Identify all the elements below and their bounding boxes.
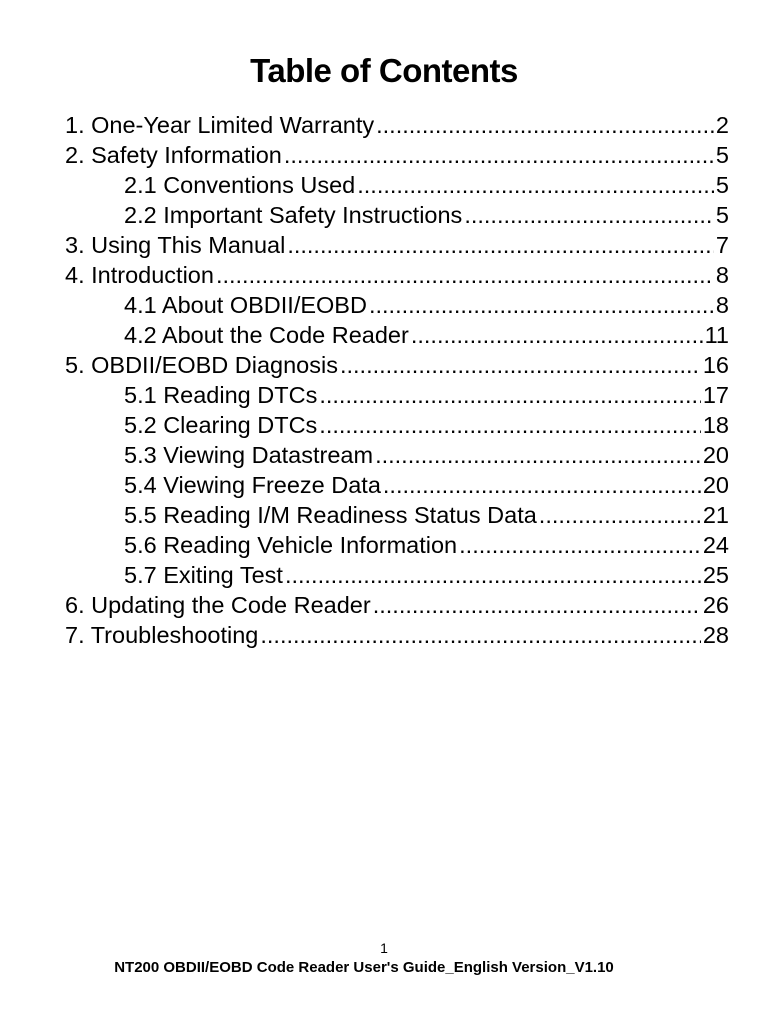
toc-dot-leader: [411, 320, 703, 350]
toc-dot-leader: [357, 170, 714, 200]
toc-dot-leader: [340, 350, 701, 380]
toc-entry-label: 1. One-Year Limited Warranty: [65, 112, 375, 138]
toc-entry[interactable]: [65, 470, 729, 500]
toc-dot-leader: [260, 620, 701, 650]
toc-dot-leader: [369, 290, 714, 320]
toc-entry-page-number: 16: [702, 352, 729, 378]
toc-dot-leader: [319, 410, 701, 440]
toc-dot-leader: [459, 530, 701, 560]
toc-entry-page-number: 5: [715, 172, 729, 198]
toc-entry[interactable]: [65, 110, 729, 140]
toc-dot-leader: [285, 560, 701, 590]
toc-entry-label: 5.6 Reading Vehicle Information: [124, 532, 458, 558]
toc-entry[interactable]: [65, 230, 729, 260]
toc-entry-label: 5.3 Viewing Datastream: [124, 442, 374, 468]
toc-entry-label: 5.1 Reading DTCs: [124, 382, 318, 408]
toc-entry-page-number: 8: [715, 262, 729, 288]
toc-entry-label: 2.2 Important Safety Instructions: [124, 202, 463, 228]
toc-entry-label: 2. Safety Information: [65, 142, 282, 168]
toc-dot-leader: [464, 200, 714, 230]
toc-entry-page-number: 2: [715, 112, 729, 138]
toc-entry-page-number: 20: [702, 472, 729, 498]
toc-entry-page-number: 20: [702, 442, 729, 468]
toc-entry[interactable]: [65, 530, 729, 560]
toc-entry[interactable]: [65, 140, 729, 170]
toc-dot-leader: [375, 440, 701, 470]
toc-entry[interactable]: [65, 560, 729, 590]
toc-entry-page-number: 8: [715, 292, 729, 318]
toc-dot-leader: [539, 500, 701, 530]
toc-entry-page-number: 28: [702, 622, 729, 648]
toc-dot-leader: [376, 110, 714, 140]
toc-dot-leader: [319, 380, 701, 410]
toc-entry[interactable]: [65, 590, 729, 620]
toc-entry-page-number: 7: [715, 232, 729, 258]
toc-dot-leader: [287, 230, 714, 260]
toc-dot-leader: [216, 260, 714, 290]
footer-document-title: NT200 OBDII/EOBD Code Reader User's Guide_English Version_V1.10: [114, 959, 614, 976]
toc-entry-label: 6. Updating the Code Reader: [65, 592, 371, 618]
toc-entry-label: 4. Introduction: [65, 262, 214, 288]
toc-entry-label: 4.1 About OBDII/EOBD: [124, 292, 367, 318]
toc-entry-page-number: 24: [702, 532, 729, 558]
toc-entry[interactable]: [65, 620, 729, 650]
toc-entry-label: 5. OBDII/EOBD Diagnosis: [65, 352, 338, 378]
toc-entry-label: 5.4 Viewing Freeze Data: [124, 472, 381, 498]
toc-entry-page-number: 18: [702, 412, 729, 438]
toc-entry[interactable]: [65, 290, 729, 320]
toc-dot-leader: [284, 140, 714, 170]
toc-dot-leader: [383, 470, 701, 500]
toc-entry-label: 4.2 About the Code Reader: [124, 322, 409, 348]
toc-entry-page-number: 25: [702, 562, 729, 588]
toc-entry-label: 7. Troubleshooting: [65, 622, 259, 648]
toc-entry-page-number: 5: [715, 202, 729, 228]
toc-entry-label: 3. Using This Manual: [65, 232, 286, 258]
toc-entry[interactable]: [65, 200, 729, 230]
table-of-contents: [65, 110, 729, 650]
toc-entry[interactable]: [65, 440, 729, 470]
toc-entry[interactable]: [65, 170, 729, 200]
toc-entry-page-number: 26: [702, 592, 729, 618]
toc-entry-page-number: 21: [702, 502, 729, 528]
footer-page-number: 1: [380, 940, 388, 956]
toc-entry-label: 5.5 Reading I/M Readiness Status Data: [124, 502, 537, 528]
toc-entry[interactable]: [65, 380, 729, 410]
toc-entry-label: 5.7 Exiting Test: [124, 562, 283, 588]
toc-entry[interactable]: [65, 410, 729, 440]
toc-entry-page-number: 11: [704, 322, 729, 348]
toc-entry-page-number: 17: [702, 382, 729, 408]
toc-entry-label: 5.2 Clearing DTCs: [124, 412, 318, 438]
page-title: Table of Contents: [250, 52, 518, 89]
toc-entry[interactable]: [65, 350, 729, 380]
toc-entry[interactable]: [65, 500, 729, 530]
toc-entry-label: 2.1 Conventions Used: [124, 172, 356, 198]
toc-dot-leader: [373, 590, 701, 620]
toc-entry[interactable]: [65, 320, 729, 350]
toc-entry-page-number: 5: [715, 142, 729, 168]
toc-entry[interactable]: [65, 260, 729, 290]
